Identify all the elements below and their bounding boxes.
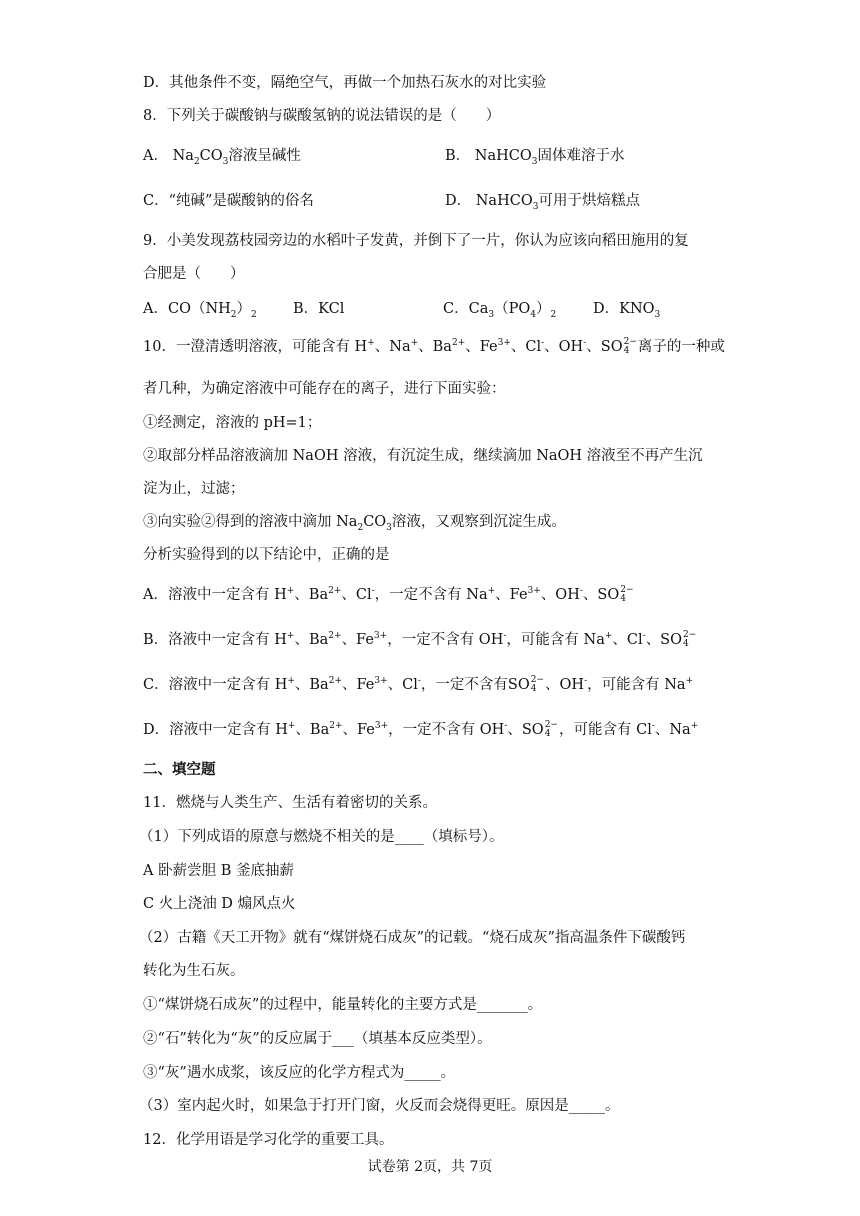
page-footer: 试卷第 2页，共 7页 (367, 1159, 493, 1175)
q10-option-a: A．溶液中一定含有 H+、$Ba^{2+}$、Cl-，一定不含有 Na+、$Fe^{3+}$、OH-、SO 2− 4 (143, 585, 634, 604)
q11-part1: （1）下列成语的原意与燃烧不相关的是____（填标号）。 (139, 829, 504, 845)
q8-option-d: D． NaHCO$_3$可用于烘焙糕点 (445, 193, 640, 212)
q11-part2-line1: （2）古籍《天工开物》就有“煤饼烧石成灰”的记载。“烧石成灰”指高温条件下碳酸钙 (139, 930, 686, 946)
q12-stem: 12．化学用语是学习化学的重要工具。 (143, 1132, 394, 1148)
q11-part2-line2: 转化为生石灰。 (143, 963, 245, 979)
q11-stem: 11．燃烧与人类生产、生活有着密切的关系。 (143, 795, 437, 811)
q9-option-a: A．$CO(NH_2)_2$ (143, 301, 257, 320)
q10-option-c: C．溶液中一定含有 H+、$Ba^{2+}$、$Fe^{3+}$、Cl-，一定不含有SO 2− 4 、OH-，可能含有 Na+ (143, 675, 694, 694)
q10-experiment-1: ①经测定，溶液的 pH=1； (143, 415, 322, 431)
q11-sub3: ③“灰”遇水成浆，该反应的化学方程式为_____。 (143, 1065, 456, 1081)
q10-experiment-2-line2: 淀为止，过滤； (143, 481, 245, 497)
q11-sub2: ②“石”转化为“灰”的反应属于___（填基本反应类型）。 (143, 1031, 492, 1047)
q10-option-d: D．溶液中一定含有 H+、$Ba^{2+}$、$Fe^{3+}$，一定不含有 OH-、SO 2− 4 ，可能含有 Cl-、Na+ (143, 720, 699, 739)
q10-stem-line1: 10．一澄清透明溶液，可能含有 H+、Na+、$Ba^{2+}$、$Fe^{3+}$、Cl-、OH-、SO 2− 4 离子的一种或 (143, 337, 725, 356)
q10-option-b: B．洛液中一定含有 H+、$Ba^{2+}$、$Fe^{3+}$，一定不含有 OH-，可能含有 Na+、Cl-、SO 2− 4 (143, 630, 697, 649)
section-title: 二、填空题 (143, 761, 216, 778)
q7-option-d: D．其他条件不变，隔绝空气，再做一个加热石灰水的对比实验 (143, 75, 547, 91)
q8-option-c: C．“纯碱”是碳酸钠的俗名 (143, 193, 314, 209)
q9-stem-line2: 合肥是（ ） (143, 266, 245, 282)
q9-option-b: B．KCl (293, 301, 345, 317)
q9-option-c: C．$Ca_3(PO_4)_2$ (443, 301, 557, 320)
q8-option-b: B． NaHCO$_3$固体难溶于水 (445, 148, 625, 167)
q11-part3: （3）室内起火时，如果急于打开门窗，火反而会烧得更旺。原因是_____。 (139, 1098, 620, 1114)
q9-option-d: D．$KNO_3$ (593, 301, 661, 320)
q11-options-line2: C 火上浇油 D 煽风点火 (143, 896, 296, 912)
q10-stem-line2: 者几种，为确定溶液中可能存在的离子，进行下面实验： (143, 381, 506, 397)
q11-options-line1: A 卧薪尝胆 B 釜底抽薪 (143, 863, 294, 879)
q9-stem-line1: 9．小美发现荔枝园旁边的水稻叶子发黄，并倒下了一片，你认为应该向稻田施用的复 (143, 233, 689, 249)
q11-sub1: ①“煤饼烧石成灰”的过程中，能量转化的主要方式是_______。 (143, 997, 543, 1013)
q10-experiment-2-line1: ②取部分样品溶液滴加 NaOH 溶液，有沉淀生成，继续滴加 NaOH 溶液至不再产生沉 (143, 448, 703, 464)
q8-stem: 8．下列关于碳酸钠与碳酸氢钠的说法错误的是（ ） (143, 108, 501, 124)
q10-question: 分析实验得到的以下结论中，正确的是 (143, 547, 390, 563)
q10-experiment-3: ③向实验②得到的溶液中滴加 $Na_2CO_3$溶液，又观察到沉淀生成。 (143, 514, 566, 533)
q8-option-a: A． $Na_2CO_3$溶液呈碱性 (143, 148, 301, 167)
